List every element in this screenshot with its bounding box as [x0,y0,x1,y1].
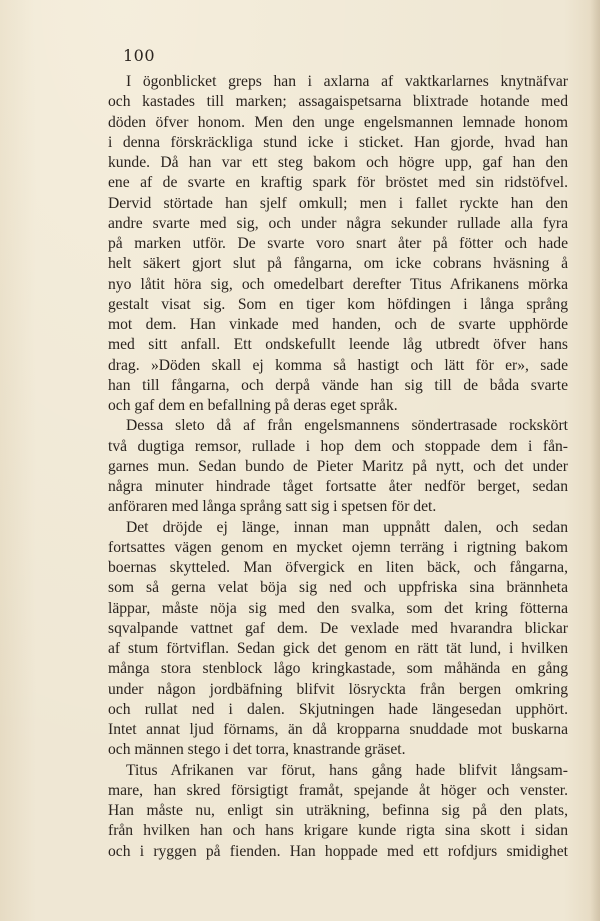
text-line: många stora stenblock lågo kringkastade, som måhända en gång [108,660,568,678]
text-line: på marken utför. De svarte voro snart åter på fötter och hade [108,235,568,252]
text-line: sqvalpande vattnet gaf dem. De vexlade med hvarandra blickar [108,619,568,637]
text-line: Dervid störtade han sjelf omkull; men i fallet ryckte han den [108,194,568,212]
body-text [108,72,568,862]
text-line: fortsattes vägen genom en mycket ojemn terräng i rigtning bakom [108,538,568,556]
text-line: garnes mun. Sedan bundo de Pieter Maritz på nytt, och det under [108,457,568,475]
text-line: af stum förtviflan. Sedan gick det genom en rätt tät lund, i hvilken [108,640,568,657]
text-line: drag. »Döden skall ej komma så hastigt och lätt för er», sade [108,356,568,374]
page-edge-shadow [590,0,600,921]
text-line: i denna förskräckliga stund icke i sticket. Han gjorde, hvad han [108,133,568,151]
text-line: och rullat ned i dalen. Skjutningen hade längesedan upphört. [108,700,568,718]
text-line: Det dröjde ej länge, innan man uppnått dalen, och sedan [126,518,568,536]
text-line: två dugtiga remsor, rullade i hop dem och stoppade dem i fån- [108,437,568,455]
text-line: under någon jordbäfning blifvit lösryckta från bergen omkring [108,680,568,698]
text-line: andre svarte med sig, och under några sekunder rullade alla fyra [108,214,568,232]
text-line: han till fångarna, och derpå vände han sig till de båda svarte [108,376,568,394]
text-line: anföraren med långa språng satt sig i spetsen för det. [108,498,437,516]
page-number: 100 [123,46,156,65]
text-line: Intet annat ljud förnams, än då kropparna snuddade mot buskarna [108,721,568,738]
text-line: nyo låtit höra sig, och omedelbart derefter Titus Afrikanens mörka [108,275,568,293]
text-line: kunde. Då han var ett steg bakom och högre upp, gaf han den [108,154,568,171]
text-line: Titus Afrikanen var förut, hans gång hade blifvit långsam- [126,761,568,779]
text-line: döden öfver honom. Men den unge engelsmannen lemnade honom [108,113,568,131]
text-line: helt säkert gjort slut på fångarna, om icke cobrans hväsning å [108,255,568,273]
text-line: några minuter hindrade tåget fortsatte åter nedför berget, sedan [108,478,568,495]
text-line: och männen stego i det torra, knastrande gräset. [108,741,406,759]
text-line: och gaf dem en befallning på deras eget språk. [108,397,398,414]
text-line: från hvilken han och hans krigare kunde rigta sina skott i sidan [108,822,568,840]
text-line: med sitt anfall. Ett ondskefullt leende låg utbredt öfver hans [108,336,568,354]
text-line: och i ryggen på fienden. Han hoppade med ett rofdjurs smidighet [108,842,568,860]
text-line: I ögonblicket greps han i axlarna af vaktkarlarnes knytnäfvar [126,73,568,90]
text-line: Dessa sleto då af från engelsmannens söndertrasade rockskört [126,417,568,435]
text-line: boernas skytteled. Man öfvergick en liten bäck, och fångarna, [108,559,568,576]
text-line: gestalt visat sig. Som en tiger kom höfdingen i långa språng [108,295,568,313]
text-line: mot dem. Han vinkade med handen, och de svarte upphörde [108,316,568,333]
text-line: läppar, måste nöja sig med den svalka, som det kring fötterna [108,599,568,617]
text-line: som så gerna velat böja sig ned och uppfriska sina brännheta [108,579,568,597]
text-line: och kastades till marken; assagaispetsarna blixtrade hotande med [108,93,568,111]
text-line: Han måste nu, enligt sin uträkning, befinna sig på den plats, [108,802,568,819]
text-line: mare, han skred försigtigt framåt, spejande åt höger och venster. [108,781,568,799]
text-line: ene af de svarte en kraftig spark för bröstet med sin ridstöfvel. [108,174,568,192]
